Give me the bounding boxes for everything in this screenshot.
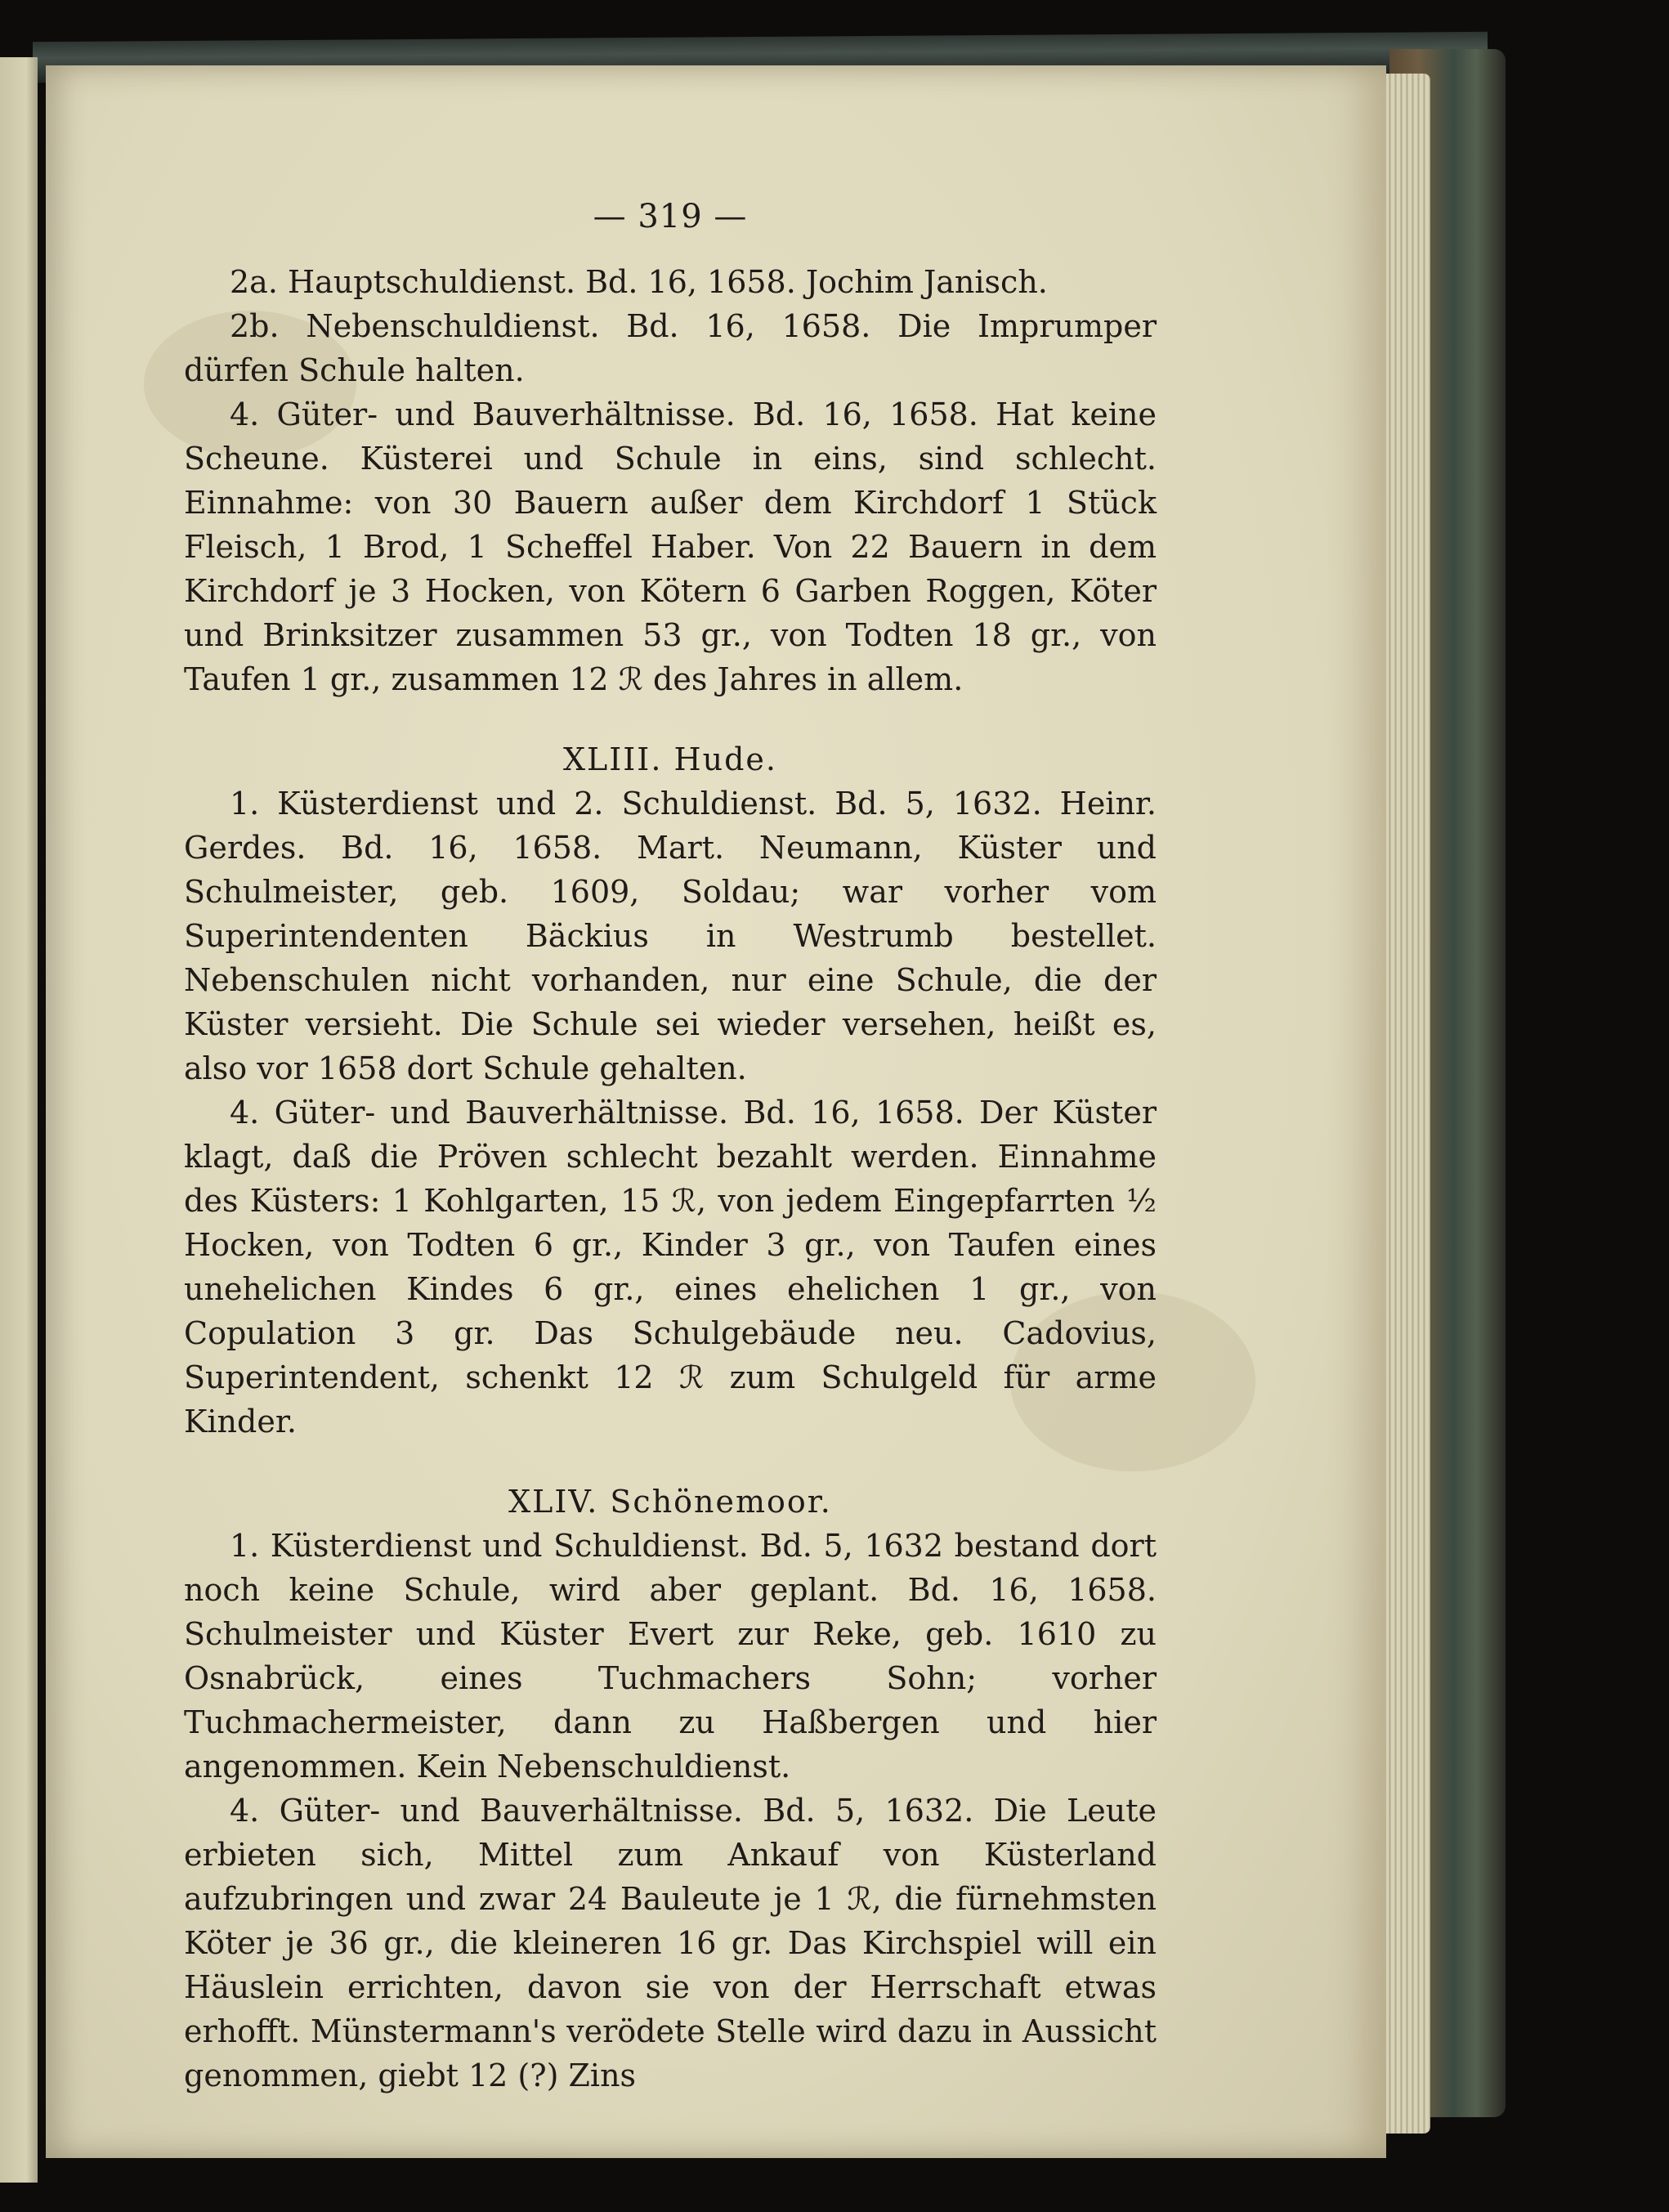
paragraph: 2b. Nebenschuldienst. Bd. 16, 1658. Die Imprumper dürfen Schule halten. bbox=[184, 308, 1157, 388]
section-heading: XLIV. Schönemoor. bbox=[508, 1484, 832, 1520]
paragraph: 1. Küsterdienst und Schuldienst. Bd. 5, 1632 bestand dort noch keine Schule, wird aber geplant. Bd. 16, 1658. Schulmeister und Küster Evert zur Reke, geb. 1610 zu Osnabrück, eines Tuchmachers Sohn; vorher Tuchmachermeister, dann zu Haßbergen und hier angenommen. Kein Nebenschuldienst. bbox=[184, 1528, 1157, 1784]
section-heading: XLIII. Hude. bbox=[563, 741, 777, 777]
facing-page-edge bbox=[0, 57, 38, 2183]
paragraph: 4. Güter- und Bauverhältnisse. Bd. 16, 1658. Hat keine Scheune. Küsterei und Schule in eins, sind schlecht. Einnahme: von 30 Bauern außer dem Kirchdorf 1 Stück Fleisch, 1 Brod, 1 Scheffel Haber. Von 22 Bauern in dem Kirchdorf je 3 Hocken, von Kötern 6 Garben Roggen, Köter und Brinksitzer zusammen 53 gr., von Todten 18 gr., von Taufen 1 gr., zusammen 12 ℛ des Jahres in allem. bbox=[184, 396, 1157, 697]
paragraph: 4. Güter- und Bauverhältnisse. Bd. 16, 1658. Der Küster klagt, daß die Pröven schlecht bezahlt werden. Einnahme des Küsters: 1 Kohlgarten, 15 ℛ, von jedem Eingepfarrten ½ Hocken, von Todten 6 gr., Kinder 3 gr., von Taufen eines unehelichen Kindes 6 gr., eines ehelichen 1 gr., von Copulation 3 gr. Das Schulgebäude neu. Cadovius, Superintendent, schenkt 12 ℛ zum Schulgeld für arme Kinder. bbox=[184, 1095, 1157, 1440]
page-number: — 319 — bbox=[593, 198, 748, 235]
page-text bbox=[184, 195, 1157, 2098]
paragraph: 2a. Hauptschuldienst. Bd. 16, 1658. Jochim Janisch. bbox=[230, 264, 1048, 300]
paragraph: 4. Güter- und Bauverhältnisse. Bd. 5, 1632. Die Leute erbieten sich, Mittel zum Ankauf von Küsterland aufzubringen und zwar 24 Bauleute je 1 ℛ, die fürnehmsten Köter je 36 gr., die kleineren 16 gr. Das Kirchspiel will ein Häuslein errichten, davon sie von der Herrschaft etwas erhofft. Münstermann's verödete Stelle wird dazu in Aussicht genommen, giebt 12 (?) Zins bbox=[184, 1793, 1157, 2093]
paragraph: 1. Küsterdienst und 2. Schuldienst. Bd. 5, 1632. Heinr. Gerdes. Bd. 16, 1658. Mart. Neumann, Küster und Schulmeister, geb. 1609, Soldau; war vorher vom Superintendenten Bäckius in Westrumb bestellet. Nebenschulen nicht vorhanden, nur eine Schule, die der Küster versieht. Die Schule sei wieder versehen, heißt es, also vor 1658 dort Schule gehalten. bbox=[184, 786, 1157, 1086]
